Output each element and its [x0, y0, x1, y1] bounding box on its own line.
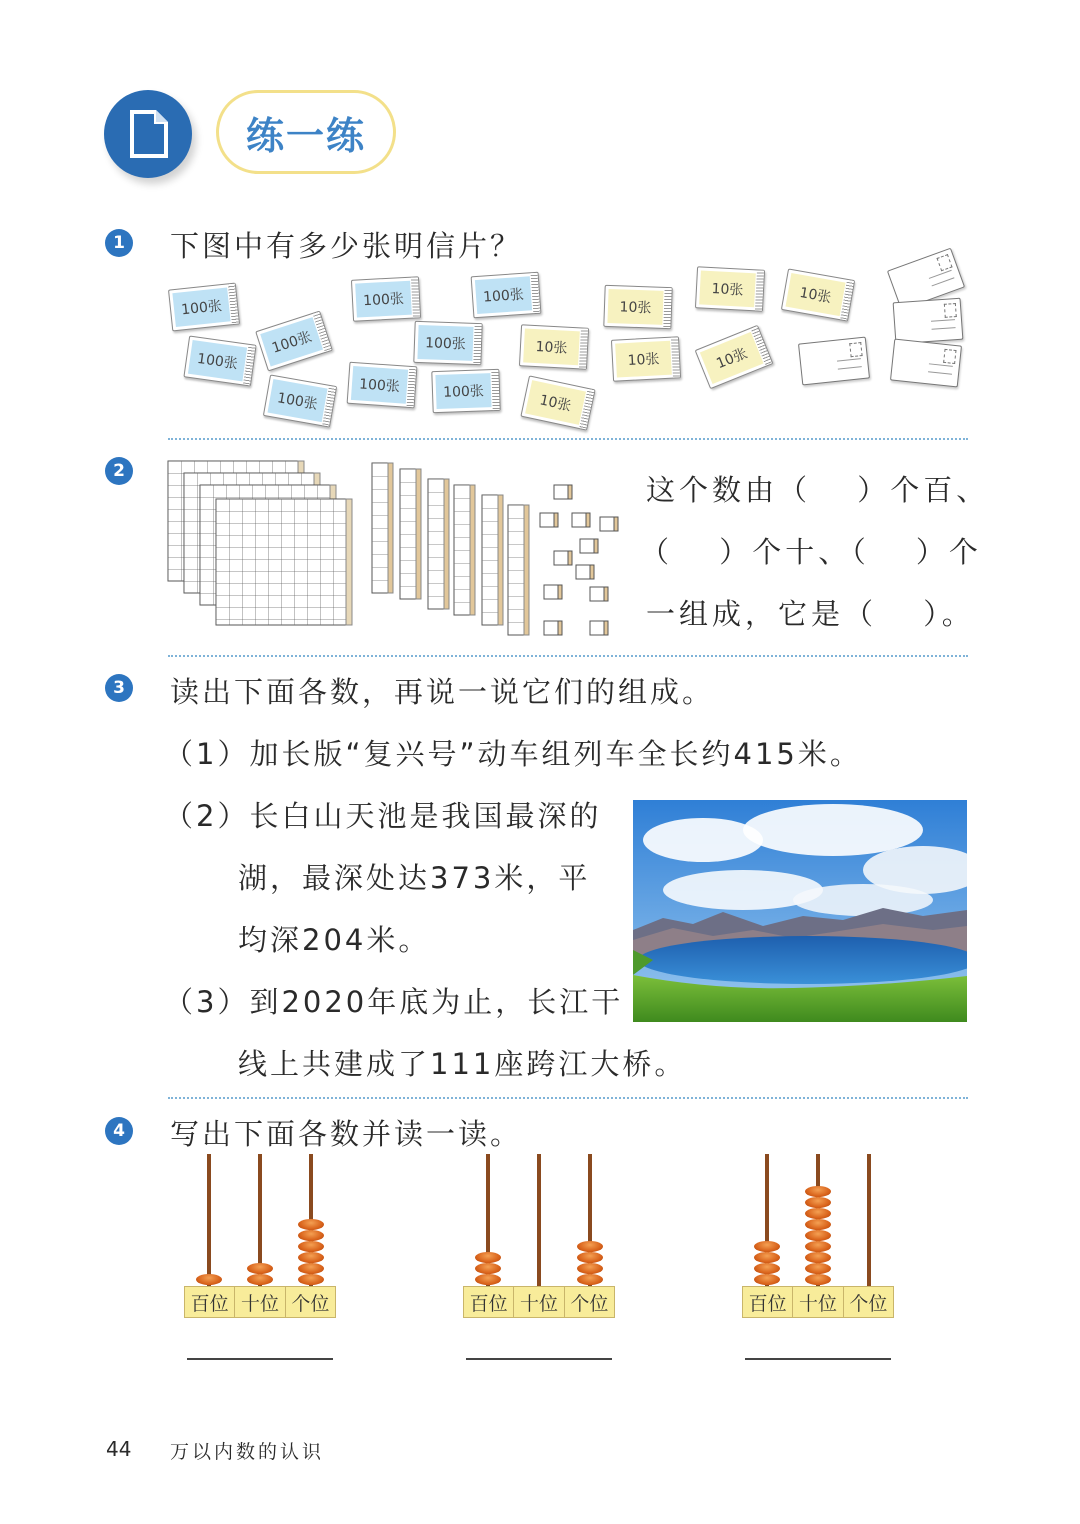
postcard-stack-10: 10张 [695, 325, 774, 389]
postcard-stack-100: 100张 [263, 374, 337, 427]
postcard-stack-10: 10张 [603, 285, 672, 329]
abacus-bead [805, 1208, 831, 1219]
place-value-label: 百位 [185, 1287, 235, 1317]
abacus-bead [577, 1274, 603, 1285]
abacus-bead [298, 1219, 324, 1230]
abacus-bead [298, 1252, 324, 1263]
postcard-single [890, 339, 962, 388]
question-1-text: 下图中有多少张明信片？ [170, 229, 523, 263]
question-3-item-1: （1）加长版“复兴号”动车组列车全长约415米。 [164, 737, 862, 771]
abacus-bead [577, 1263, 603, 1274]
postcard-stack-100: 100张 [431, 369, 500, 413]
abacus-bead [196, 1274, 222, 1285]
hundred-flats [168, 461, 352, 625]
unit-cubes [540, 485, 618, 635]
question-3-item-2-line-1: （2）长白山天池是我国最深的 [164, 799, 602, 833]
place-value-label: 个位 [291, 1292, 330, 1315]
abacus-bead [805, 1230, 831, 1241]
postcard-stack-100: 100张 [347, 362, 418, 409]
abacus-bead [298, 1241, 324, 1252]
abacus-rod [207, 1154, 211, 1286]
place-value-labels [463, 1286, 615, 1318]
place-value-label: 百位 [464, 1287, 514, 1317]
place-value-label: 十位 [235, 1287, 285, 1317]
postcard-stack-100: 100张 [183, 335, 256, 386]
place-value-label: 个位 [849, 1292, 888, 1315]
question-number-2: 2 [105, 457, 133, 485]
chapter-title: 万以内数的认识 [170, 1441, 325, 1463]
question-3-text: 读出下面各数，再说一说它们的组成。 [170, 675, 715, 709]
question-2-line-3: 一组成，它是（ ）。 [646, 597, 975, 631]
document-icon [104, 90, 192, 178]
exercise-icon [104, 90, 192, 178]
abacus-bead [805, 1186, 831, 1197]
question-4-text: 写出下面各数并读一读。 [170, 1117, 523, 1151]
answer-blank-line[interactable] [745, 1358, 891, 1360]
question-number-1: 1 [105, 229, 133, 257]
postcard-stack-10: 10张 [781, 268, 855, 321]
abacus-bead [805, 1263, 831, 1274]
abacus-bead [805, 1252, 831, 1263]
question-2-line-1: 这个数由（ ）个百、 [646, 473, 990, 507]
answer-blank-line[interactable] [466, 1358, 612, 1360]
question-3-item-3-line-2: 线上共建成了111座跨江大桥。 [238, 1047, 687, 1081]
answer-blank-line[interactable] [187, 1358, 333, 1360]
place-value-labels [742, 1286, 894, 1318]
postcard-stack-100: 100张 [168, 283, 240, 332]
abacus-bead [754, 1274, 780, 1285]
postcard-stack-10: 10张 [695, 266, 765, 312]
abacus-bead [247, 1274, 273, 1285]
question-3-item-3-line-1: （3）到2020年底为止，长江干 [164, 985, 624, 1019]
abacus-bead [475, 1252, 501, 1263]
divider [168, 655, 968, 657]
postcard-single [893, 298, 964, 345]
postcard-stack-100: 100张 [255, 311, 333, 372]
postcard-stack-10: 10张 [611, 336, 681, 382]
abacus-bead [298, 1230, 324, 1241]
place-value-label: 十位 [514, 1287, 564, 1317]
postcard-single [798, 337, 870, 386]
divider [168, 438, 968, 440]
abacus-bead [247, 1263, 273, 1274]
question-number-3: 3 [105, 674, 133, 702]
abacus-bead [805, 1241, 831, 1252]
question-3-item-2-line-2: 湖，最深处达373米，平 [238, 861, 591, 895]
abacus-bead [805, 1274, 831, 1285]
abacus-bead [754, 1252, 780, 1263]
divider [168, 1097, 968, 1099]
ten-rods [372, 463, 529, 635]
base-ten-blocks [160, 455, 640, 645]
postcard-stack-100: 100张 [413, 321, 482, 365]
postcard-illustration [160, 250, 980, 440]
place-value-labels [184, 1286, 336, 1318]
page-number: 44 [106, 1437, 132, 1461]
abacus-bead [475, 1263, 501, 1274]
abacus-bead [475, 1274, 501, 1285]
place-value-label: 个位 [570, 1292, 609, 1315]
abacus-bead [577, 1241, 603, 1252]
abacus-bead [805, 1219, 831, 1230]
place-value-label: 十位 [793, 1287, 843, 1317]
abacus-bead [577, 1252, 603, 1263]
abacus-bead [298, 1274, 324, 1285]
abacus-rod [867, 1154, 871, 1286]
section-title: 练一练 [216, 90, 396, 174]
question-number-4: 4 [105, 1117, 133, 1145]
abacus-bead [298, 1263, 324, 1274]
abacus-rod [537, 1154, 541, 1286]
place-value-label: 百位 [743, 1287, 793, 1317]
postcard-stack-100: 100张 [351, 276, 421, 322]
question-2-line-2: （ ）个十、（ ）个 [640, 535, 982, 569]
abacus-bead [805, 1197, 831, 1208]
postcard-stack-10: 10张 [520, 375, 595, 430]
abacus-bead [754, 1241, 780, 1252]
abacus-bead [754, 1263, 780, 1274]
tianchi-lake-photo [633, 800, 967, 1022]
postcard-stack-100: 100张 [471, 272, 542, 319]
question-3-item-2-line-3: 均深204米。 [238, 923, 431, 957]
postcard-stack-10: 10张 [519, 324, 589, 370]
